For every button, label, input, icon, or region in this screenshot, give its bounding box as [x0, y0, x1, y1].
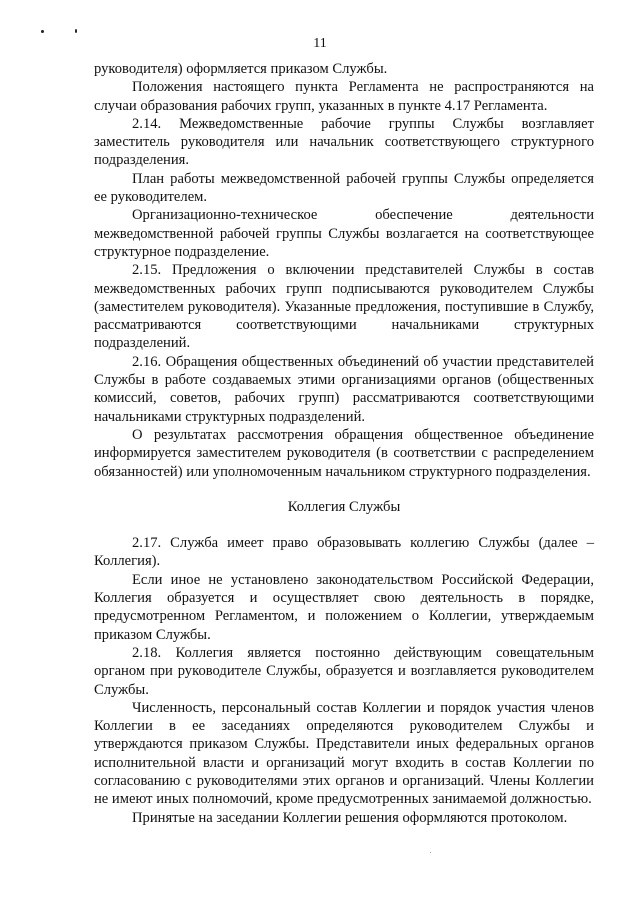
paragraph: 2.17. Служба имеет право образовывать коллегию Службы (далее – Коллегия). [94, 535, 594, 570]
paragraph-group-bottom [94, 534, 594, 827]
paragraph: 2.14. Межведомственные рабочие группы Службы возглавляет заместитель руководителя или начальник соответствующего структурного подразделения. [94, 115, 594, 169]
paragraph: 2.16. Обращения общественных объединений об участии представителей Службы в работе создаваемых этими организациями органов (общественных комиссий, советов, рабочих групп) рассматриваются соответствующими начальниками структурных подразделений. [94, 353, 594, 425]
paragraph: 2.18. Коллегия является постоянно действующим совещательным органом при руководителе Службы, образуется и возглавляется руководителем Службы. [94, 644, 594, 698]
paragraph: Численность, персональный состав Коллегии и порядок участия членов Коллегии в ее заседаниях определяются руководителем Службы и утверждаются приказом Службы. Представители иных федеральных органов исполнительной власти и организаций могут входить в состав Коллегии по согласованию с руководителями этих органов и организаций. Члены Коллегии не имеют иных полномочий, кроме предусмотренных занимаемой должностью. [94, 699, 594, 808]
scan-speck [41, 30, 44, 33]
paragraph: Принятые на заседании Коллегии решения оформляются протоколом. [132, 809, 568, 826]
paragraph: План работы межведомственной рабочей группы Службы определяется ее руководителем. [94, 170, 594, 206]
paragraph: Положения настоящего пункта Регламента не распространяются на случаи образования рабочих групп, указанных в пункте 4.17 Регламента. [94, 79, 594, 114]
paragraph: 2.15. Предложения о включении представителей Службы в состав межведомственных рабочих групп подписываются руководителем Службы (заместителем руководителя). Указанные предложения, поступившие в Службу, рассматриваются соответствующими начальниками структурных подразделений. [94, 262, 594, 352]
paragraph-group-top [94, 60, 594, 481]
paragraph: Если иное не установлено законодательством Российской Федерации, Коллегия образуется и осуществляет свою деятельность в порядке, предусмотренном Регламентом, и положением о Коллегии, утверждаемым приказом Службы. [94, 571, 594, 643]
paragraph: руководителя) оформляется приказом Службы. [94, 61, 388, 77]
paragraph: Организационно-техническое обеспечение деятельности межведомственной рабочей группы Службы возлагается на соответствующее структурное подразделение. [94, 207, 594, 260]
scan-speck [75, 29, 77, 33]
paragraph: О результатах рассмотрения обращения общественное объединение информируется заместителем руководителя (в соответствии с распределением обязанностей) или уполномоченным начальником структурного подразделения. [94, 426, 594, 480]
scan-speck [430, 852, 431, 853]
page-number: 11 [313, 36, 327, 51]
section-heading: Коллегия Службы [287, 498, 401, 515]
document-body [94, 60, 594, 827]
